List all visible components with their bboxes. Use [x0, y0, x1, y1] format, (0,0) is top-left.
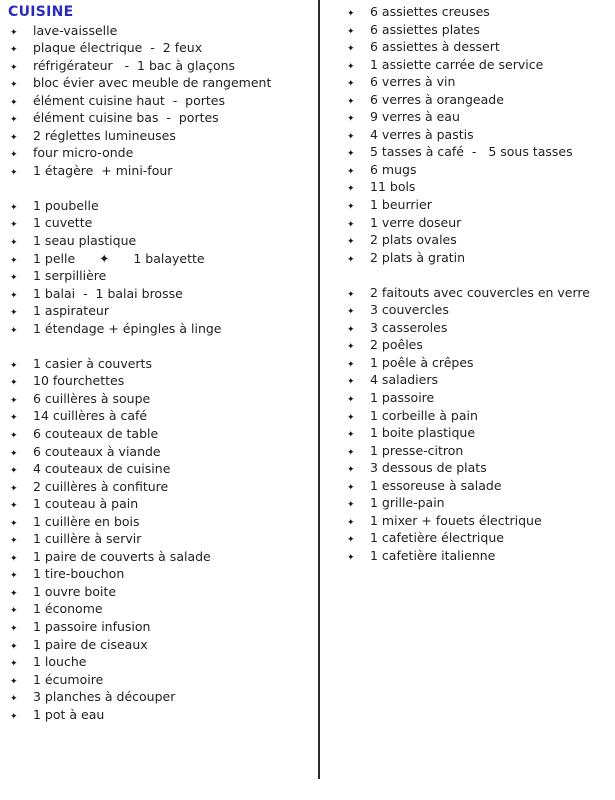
- list-item: [345, 3, 609, 21]
- list-item: [8, 478, 310, 496]
- list-item-text: 9 verres à eau: [370, 109, 460, 125]
- diamond-bullet-icon: ✦: [347, 149, 355, 160]
- page-title: CUISINE: [8, 4, 74, 20]
- diamond-bullet-icon: ✦: [347, 237, 355, 248]
- list-item-text: 6 mugs: [370, 161, 417, 177]
- list-item: [8, 495, 310, 513]
- diamond-bullet-icon: ✦: [347, 482, 355, 493]
- list-item: [8, 302, 310, 320]
- list-item: [345, 407, 609, 425]
- list-item: [8, 285, 310, 303]
- list-item: [345, 56, 609, 74]
- diamond-bullet-icon: ✦: [10, 238, 18, 249]
- diamond-bullet-icon: ✦: [10, 80, 18, 91]
- diamond-bullet-icon: ✦: [347, 430, 355, 441]
- list-item-text: 1 écumoire: [33, 671, 104, 687]
- list-item: [345, 284, 609, 302]
- list-item: [8, 74, 310, 92]
- list-item: [8, 214, 310, 232]
- list-item-text: 1 casier à couverts: [33, 355, 152, 371]
- diamond-bullet-icon: ✦: [347, 447, 355, 458]
- list-item: [345, 336, 609, 354]
- diamond-bullet-icon: ✦: [10, 132, 18, 143]
- diamond-bullet-icon: ✦: [10, 430, 18, 441]
- list-item: [8, 583, 310, 601]
- list-item: [8, 390, 310, 408]
- list-item-text: 1 mixer + fouets électrique: [370, 512, 542, 528]
- list-group: [8, 355, 310, 723]
- diamond-bullet-icon: ✦: [347, 342, 355, 353]
- list-item: [8, 425, 310, 443]
- list-item-text: 1 balai - 1 balai brosse: [33, 285, 183, 301]
- list-group: [8, 22, 310, 180]
- diamond-bullet-icon: ✦: [10, 413, 18, 424]
- diamond-bullet-icon: ✦: [10, 273, 18, 284]
- list-item: [8, 144, 310, 162]
- list-item-text: 1 passoire: [370, 389, 435, 405]
- list-item-text: 1 pot à eau: [33, 706, 105, 722]
- list-item: [345, 143, 609, 161]
- diamond-bullet-icon: ✦: [347, 166, 355, 177]
- list-item-text: 1 serpillière: [33, 268, 107, 284]
- list-item: [8, 618, 310, 636]
- list-item-text: 6 assiettes à dessert: [370, 39, 500, 55]
- diamond-bullet-icon: ✦: [10, 553, 18, 564]
- list-item: [8, 600, 310, 618]
- diamond-bullet-icon: ✦: [10, 202, 18, 213]
- list-item-text: 2 réglettes lumineuses: [33, 127, 176, 143]
- list-item-text: 3 planches à découper: [33, 689, 176, 705]
- list-item-text: 1 beurrier: [370, 197, 432, 213]
- column-divider-line: [318, 0, 320, 779]
- list-item: [345, 512, 609, 530]
- list-item: [345, 301, 609, 319]
- list-item: [345, 21, 609, 39]
- diamond-bullet-icon: ✦: [347, 307, 355, 318]
- diamond-bullet-icon: ✦: [347, 465, 355, 476]
- list-item-text: 1 couteau à pain: [33, 496, 139, 512]
- list-item-text: 2 poêles: [370, 337, 423, 353]
- list-item: [8, 127, 310, 145]
- list-item-text: 6 couteaux à viande: [33, 443, 161, 459]
- list-item-text: 1 aspirateur: [33, 303, 109, 319]
- list-item-text: réfrigérateur - 1 bac à glaçons: [33, 57, 236, 73]
- diamond-bullet-icon: ✦: [347, 202, 355, 213]
- diamond-bullet-icon: ✦: [10, 571, 18, 582]
- diamond-bullet-icon: ✦: [10, 694, 18, 705]
- diamond-bullet-icon: ✦: [347, 26, 355, 37]
- list-item-text: 4 verres à pastis: [370, 126, 474, 142]
- list-item: [8, 267, 310, 285]
- right-column-lists: [345, 3, 609, 564]
- list-item-text: élément cuisine bas - portes: [33, 110, 219, 126]
- list-item: [8, 355, 310, 373]
- diamond-bullet-icon: ✦: [347, 96, 355, 107]
- diamond-bullet-icon: ✦: [10, 659, 18, 670]
- list-item: [8, 636, 310, 654]
- list-item-text: 1 pelle ✦ 1 balayette: [33, 250, 205, 266]
- diamond-bullet-icon: ✦: [347, 131, 355, 142]
- diamond-bullet-icon: ✦: [347, 9, 355, 19]
- diamond-bullet-icon: ✦: [10, 448, 18, 459]
- list-item: [345, 126, 609, 144]
- diamond-bullet-icon: ✦: [10, 501, 18, 512]
- diamond-bullet-icon: ✦: [347, 114, 355, 125]
- diamond-bullet-icon: ✦: [347, 552, 355, 563]
- diamond-bullet-icon: ✦: [10, 115, 18, 126]
- list-item-text: 2 faitouts avec couvercles en verre: [370, 284, 590, 300]
- list-item: [8, 22, 310, 40]
- diamond-bullet-icon: ✦: [10, 167, 18, 178]
- diamond-bullet-icon: ✦: [347, 324, 355, 335]
- list-item: [345, 424, 609, 442]
- list-item-text: 6 verres à vin: [370, 74, 456, 90]
- list-item: [8, 548, 310, 566]
- diamond-bullet-icon: ✦: [10, 97, 18, 108]
- list-item-text: 4 saladiers: [370, 372, 438, 388]
- diamond-bullet-icon: ✦: [347, 79, 355, 90]
- list-item: [8, 162, 310, 180]
- list-item-text: 14 cuillères à café: [33, 408, 148, 424]
- list-group: [345, 284, 609, 565]
- list-item: [345, 249, 609, 267]
- list-item-text: 3 casseroles: [370, 319, 448, 335]
- diamond-bullet-icon: ✦: [10, 606, 18, 617]
- list-item-text: 1 presse-citron: [370, 442, 464, 458]
- list-item: [8, 372, 310, 390]
- left-column-lists: [8, 22, 310, 724]
- list-item-text: 1 étagère + mini-four: [33, 162, 173, 178]
- list-item: [345, 389, 609, 407]
- list-item-text: 1 cafetière italienne: [370, 547, 496, 563]
- list-item: [8, 407, 310, 425]
- diamond-bullet-icon: ✦: [10, 518, 18, 529]
- diamond-bullet-icon: ✦: [10, 325, 18, 336]
- list-item-text: 2 plats à gratin: [370, 249, 466, 265]
- list-item: [8, 653, 310, 671]
- list-item-text: 1 assiette carrée de service: [370, 56, 544, 72]
- list-item: [345, 91, 609, 109]
- list-item-text: 1 cuillère à servir: [33, 531, 142, 547]
- list-item-text: 1 ouvre boite: [33, 583, 117, 599]
- list-item: [8, 671, 310, 689]
- list-item: [8, 92, 310, 110]
- list-item-text: 1 passoire infusion: [33, 619, 151, 634]
- list-item-text: 1 économe: [33, 601, 103, 617]
- list-item-text: 5 tasses à café - 5 sous tasses: [370, 144, 573, 160]
- list-item: [8, 232, 310, 250]
- list-item: [345, 231, 609, 249]
- list-item-text: 1 tire-bouchon: [33, 566, 125, 582]
- list-item: [345, 354, 609, 372]
- list-item: [345, 371, 609, 389]
- list-item-text: 11 bols: [370, 179, 416, 195]
- diamond-bullet-icon: ✦: [347, 289, 355, 300]
- list-item-text: 1 corbeille à pain: [370, 407, 478, 423]
- list-item: [345, 442, 609, 460]
- list-item: [345, 161, 609, 179]
- diamond-bullet-icon: ✦: [347, 412, 355, 423]
- list-item-text: plaque électrique - 2 feux: [33, 40, 203, 56]
- diamond-bullet-icon: ✦: [10, 395, 18, 406]
- diamond-bullet-icon: ✦: [10, 588, 18, 599]
- list-item: [8, 688, 310, 706]
- list-item-text: 3 dessous de plats: [370, 460, 487, 476]
- diamond-bullet-icon: ✦: [347, 61, 355, 72]
- list-item: [8, 197, 310, 215]
- diamond-bullet-icon: ✦: [347, 44, 355, 55]
- list-item-text: élément cuisine haut - portes: [33, 92, 225, 108]
- list-item: [345, 38, 609, 56]
- list-item-text: 1 cuvette: [33, 215, 93, 231]
- list-item-text: 1 poubelle: [33, 197, 99, 213]
- list-group: [345, 3, 609, 266]
- right-column: [345, 3, 609, 564]
- diamond-bullet-icon: ✦: [10, 641, 18, 652]
- list-item-text: 6 verres à orangeade: [370, 91, 504, 107]
- list-item-text: four micro-onde: [33, 145, 134, 161]
- list-item-text: 1 poêle à crêpes: [370, 354, 474, 370]
- diamond-bullet-icon: ✦: [347, 219, 355, 230]
- list-item: [345, 73, 609, 91]
- diamond-bullet-icon: ✦: [347, 394, 355, 405]
- list-item: [345, 108, 609, 126]
- diamond-bullet-icon: ✦: [347, 517, 355, 528]
- list-item: [8, 320, 310, 338]
- diamond-bullet-icon: ✦: [10, 536, 18, 547]
- list-item-text: 1 grille-pain: [370, 495, 445, 511]
- diamond-bullet-icon: ✦: [347, 500, 355, 511]
- list-item: [345, 459, 609, 477]
- list-item-text: 2 cuillères à confiture: [33, 478, 169, 494]
- list-item: [345, 547, 609, 565]
- list-group: [8, 197, 310, 337]
- diamond-bullet-icon: ✦: [10, 27, 18, 38]
- list-item-text: 1 cafetière électrique: [370, 530, 504, 546]
- diamond-bullet-icon: ✦: [10, 624, 18, 634]
- list-item-text: 10 fourchettes: [33, 373, 125, 389]
- diamond-bullet-icon: ✦: [10, 360, 18, 371]
- list-item: [8, 706, 310, 724]
- diamond-bullet-icon: ✦: [10, 150, 18, 161]
- list-item-text: 3 couvercles: [370, 302, 449, 318]
- list-item: [8, 39, 310, 57]
- list-item: [8, 443, 310, 461]
- list-item-text: 1 paire de ciseaux: [33, 636, 148, 652]
- diamond-bullet-icon: ✦: [10, 483, 18, 494]
- diamond-bullet-icon: ✦: [347, 254, 355, 265]
- list-item: [345, 178, 609, 196]
- list-item-text: 6 couteaux de table: [33, 425, 159, 441]
- diamond-bullet-icon: ✦: [10, 255, 18, 266]
- list-item: [8, 109, 310, 127]
- list-item: [345, 477, 609, 495]
- list-item: [8, 57, 310, 75]
- list-item: [8, 513, 310, 531]
- diamond-bullet-icon: ✦: [10, 378, 18, 389]
- list-item: [8, 565, 310, 583]
- list-item-text: 2 plats ovales: [370, 232, 457, 248]
- diamond-bullet-icon: ✦: [10, 62, 18, 73]
- list-item-text: 1 boite plastique: [370, 425, 476, 441]
- list-item: [8, 530, 310, 548]
- list-item-text: 1 louche: [33, 654, 87, 670]
- list-item-text: 1 cuillère en bois: [33, 513, 140, 529]
- list-item: [8, 250, 310, 268]
- list-item-text: 1 étendage + épingles à linge: [33, 320, 222, 336]
- diamond-bullet-icon: ✦: [347, 377, 355, 388]
- diamond-bullet-icon: ✦: [347, 359, 355, 370]
- list-item-text: 6 assiettes plates: [370, 21, 480, 37]
- diamond-bullet-icon: ✦: [10, 466, 18, 477]
- list-item-text: 1 essoreuse à salade: [370, 477, 502, 493]
- list-item-text: 6 cuillères à soupe: [33, 390, 151, 406]
- list-item-text: 6 assiettes creuses: [370, 4, 490, 19]
- left-column: [8, 4, 310, 723]
- diamond-bullet-icon: ✦: [10, 308, 18, 319]
- list-item: [345, 196, 609, 214]
- diamond-bullet-icon: ✦: [10, 45, 18, 56]
- list-item-text: bloc évier avec meuble de rangement: [33, 75, 272, 91]
- list-item: [345, 319, 609, 337]
- diamond-bullet-icon: ✦: [10, 676, 18, 687]
- list-item-text: 1 paire de couverts à salade: [33, 548, 211, 564]
- list-item-text: 4 couteaux de cuisine: [33, 461, 171, 477]
- diamond-bullet-icon: ✦: [10, 290, 18, 301]
- diamond-bullet-icon: ✦: [347, 184, 355, 195]
- list-item: [345, 214, 609, 232]
- list-item: [345, 494, 609, 512]
- diamond-bullet-icon: ✦: [10, 220, 18, 231]
- list-item-text: 1 seau plastique: [33, 233, 137, 249]
- list-item: [8, 460, 310, 478]
- list-item: [345, 529, 609, 547]
- diamond-bullet-icon: ✦: [347, 535, 355, 546]
- diamond-bullet-icon: ✦: [10, 711, 18, 722]
- list-item-text: 1 verre doseur: [370, 214, 462, 230]
- list-item-text: lave-vaisselle: [33, 22, 118, 38]
